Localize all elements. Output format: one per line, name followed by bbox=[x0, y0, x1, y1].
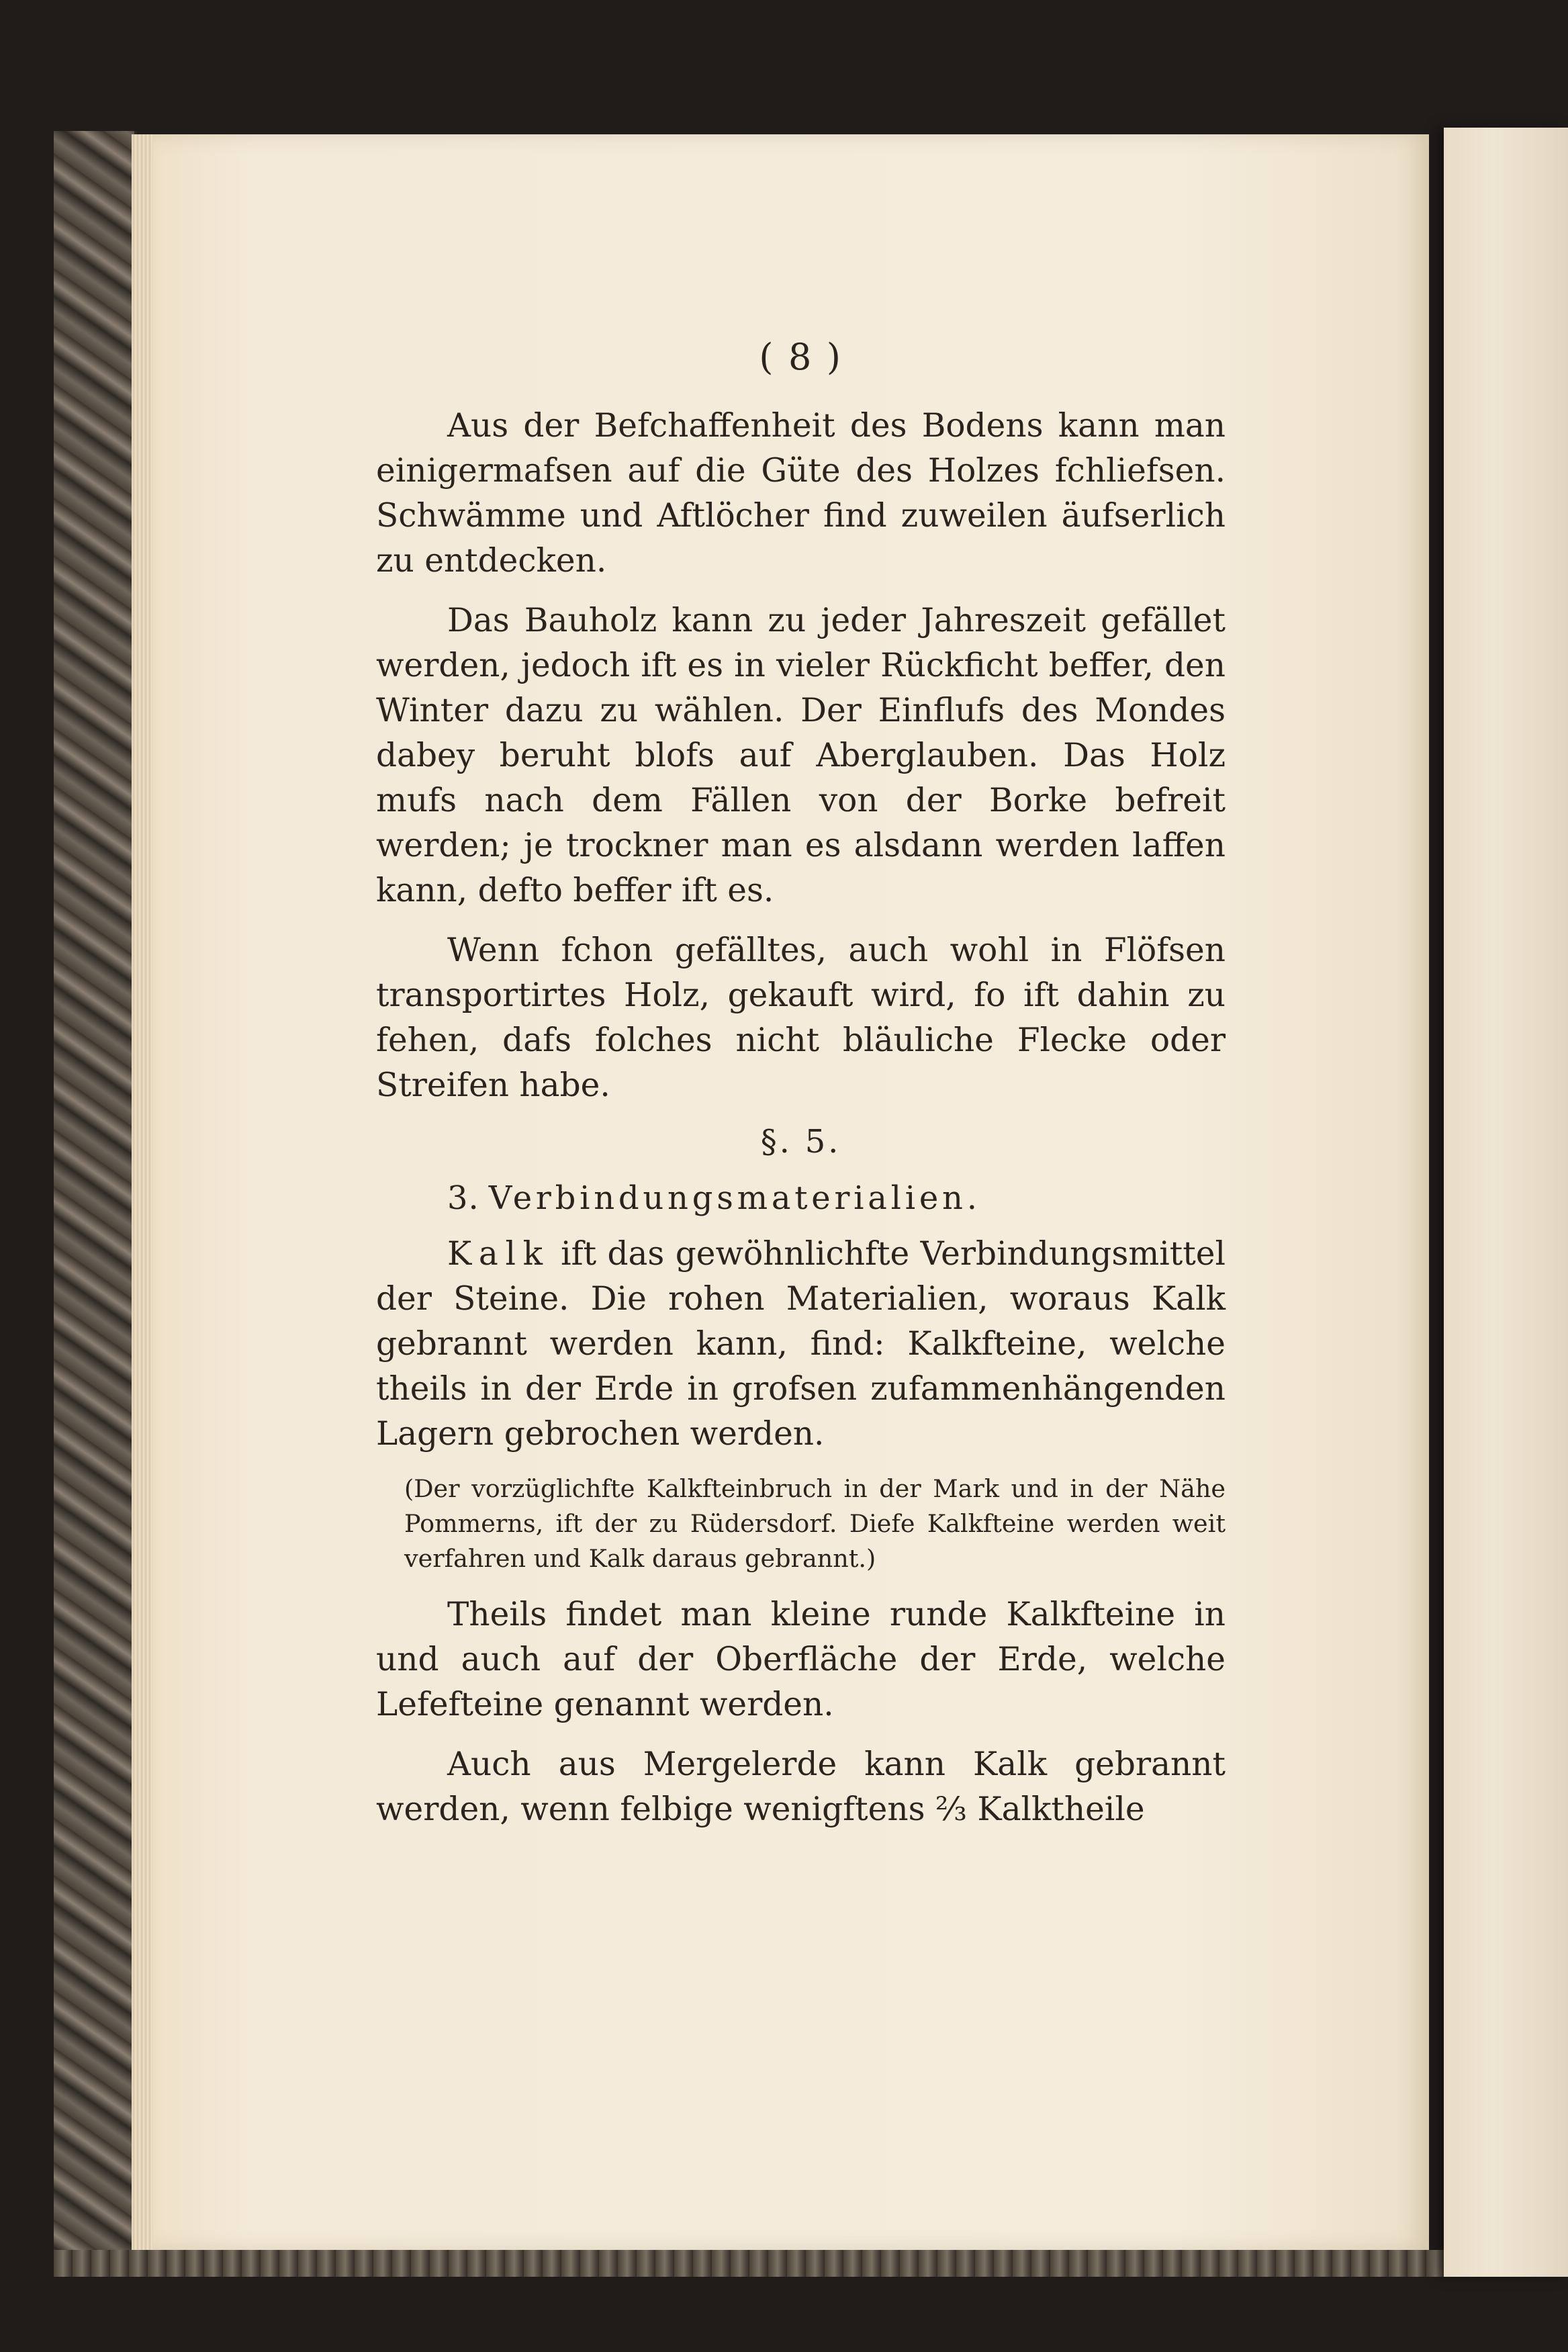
kalk-lead-word: Kalk bbox=[447, 1235, 550, 1273]
page-text bbox=[376, 336, 1226, 1847]
paragraph-kalk bbox=[376, 1232, 1226, 1457]
paragraph-mergelerde: Auch aus Mergelerde kann Kalk gebrannt werden, wenn felbige wenigftens ⅔ Kalktheile bbox=[376, 1746, 1226, 1828]
heading-title: Verbindungsmaterialien. bbox=[488, 1179, 981, 1217]
kalk-paragraph-text: ift das gewöhnlichfte Verbindungsmittel der Steine. Die rohen Materialien, woraus Kalk gebrannt werden kann, find: Kalkfteine, welche theils in der Erde in grofsen zufammenhängenden Lagern gebrochen werden. bbox=[376, 1235, 1226, 1453]
book-bottom-edge bbox=[54, 2250, 1464, 2277]
page-edges bbox=[132, 134, 156, 2250]
facing-page bbox=[1444, 128, 1568, 2277]
paragraph-lesesteine: Theils findet man kleine runde Kalkfteine in und auch auf der Oberfläche der Erde, welche Lefefteine genannt werden. bbox=[376, 1596, 1226, 1723]
heading-number: 3. bbox=[447, 1179, 479, 1217]
section-heading bbox=[447, 1179, 1226, 1217]
footnote-ruedersdorf: (Der vorzüglichfte Kalkfteinbruch in der Mark und in der Nähe Pommerns, ift der zu Rüdersdorf. Diefe Kalkfteine werden weit verfahren und Kalk daraus gebrannt.) bbox=[404, 1474, 1226, 1573]
page-number: ( 8 ) bbox=[759, 336, 843, 378]
book-cover-marbled bbox=[54, 131, 137, 2277]
paragraph-boden: Aus der Befchaffenheit des Bodens kann man einigermafsen auf die Güte des Holzes fchliefsen. Schwämme und Aftlöcher find zuweilen äufserlich zu entdecken. bbox=[376, 407, 1226, 580]
section-mark: §. 5. bbox=[760, 1123, 841, 1161]
paragraph-floessen: Wenn fchon gefälltes, auch wohl in Flöfsen transportirtes Holz, gekauft wird, fo ift dahin zu fehen, dafs folches nicht bläuliche Flecke oder Streifen habe. bbox=[376, 932, 1226, 1104]
paragraph-bauholz: Das Bauholz kann zu jeder Jahreszeit gefället werden, jedoch ift es in vieler Rückficht beffer, den Winter dazu zu wählen. Der Einflufs des Mondes dabey beruht blofs auf Aberglauben. Das Holz mufs nach dem Fällen von der Borke befreit werden; je trockner man es alsdann werden laffen kann, defto beffer ift es. bbox=[376, 602, 1226, 909]
